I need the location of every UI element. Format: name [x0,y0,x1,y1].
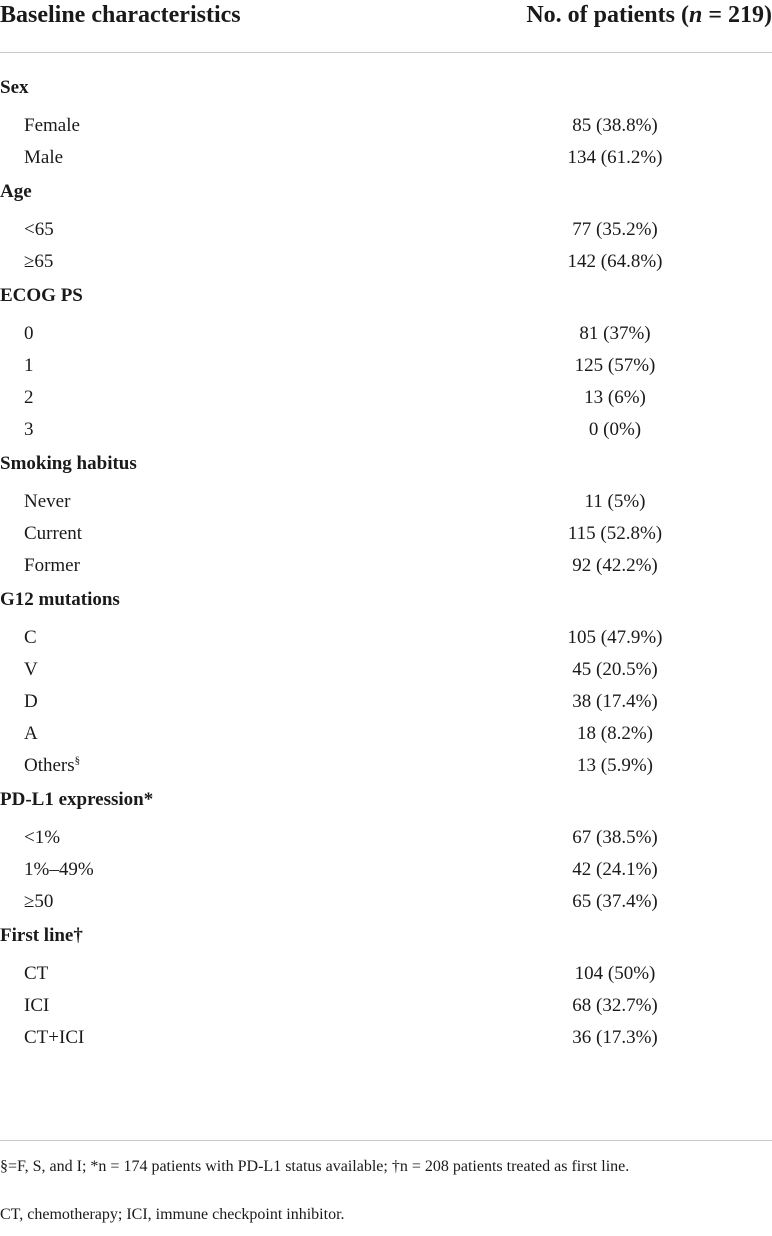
row-label-text: CT+ICI [24,1027,85,1048]
row-label [24,518,82,550]
row-value: 68 (32.7%) [572,995,658,1016]
table-row [0,718,772,750]
row-value: 38 (17.4%) [572,691,658,712]
table-bottom-rule [0,1140,772,1141]
row-value: 11 (5%) [584,491,646,512]
row-value: 0 (0%) [588,419,642,440]
row-label [24,414,34,446]
group-heading: Sex [0,77,29,98]
table-row [0,686,772,718]
row-label [24,214,54,246]
row-value: 42 (24.1%) [572,859,658,880]
row-label [24,382,34,414]
row-value: 134 (61.2%) [567,147,663,168]
row-label-text: 1%–49% [24,859,94,880]
row-value: 67 (38.5%) [572,827,658,848]
group-heading: Smoking habitus [0,453,137,474]
row-value: 36 (17.3%) [572,1027,658,1048]
table-row [0,414,772,446]
row-value: 115 (52.8%) [567,523,663,544]
row-label-footnote-mark: § [74,754,81,767]
footnote-definitions: CT, chemotherapy; ICI, immune checkpoint inhibitor. [0,1206,345,1223]
table-header [0,0,772,53]
header-characteristics: Baseline characteristics [0,2,241,28]
row-value: 13 (5.9%) [577,755,653,776]
row-label [24,718,38,750]
group-heading: First line† [0,925,83,946]
row-label-text: <1% [24,827,61,848]
row-value: 125 (57%) [574,355,656,376]
group-heading: ECOG PS [0,285,83,306]
row-label-text: 0 [24,323,34,344]
group-heading: Age [0,181,32,202]
row-label [24,110,80,142]
row-label [24,654,38,686]
table-row [0,142,772,174]
row-label-text: 3 [24,419,34,440]
row-label-text: 2 [24,387,34,408]
row-label-text: ICI [24,995,50,1016]
row-value: 104 (50%) [574,963,656,984]
row-label [24,246,53,278]
row-label-text: ≥50 [24,891,54,912]
header-patient-count [526,0,772,30]
row-label-text: ≥65 [24,251,54,272]
table-row [0,886,772,918]
row-label [24,854,94,886]
row-value: 77 (35.2%) [572,219,658,240]
row-value: 92 (42.2%) [572,555,658,576]
table-row [0,214,772,246]
row-label-text: Former [24,555,80,576]
row-label-text: Never [24,491,71,512]
table-row [0,246,772,278]
row-label [24,622,37,654]
row-label-text: Current [24,523,83,544]
table-row [0,654,772,686]
table-row [0,854,772,886]
header-count-prefix: No. of patients ( [526,2,689,28]
table-row [0,382,772,414]
row-label-text: A [24,723,38,744]
table-row [0,318,772,350]
row-value: 105 (47.9%) [567,627,663,648]
row-label [24,958,48,990]
table-row [0,110,772,142]
table-row [0,958,772,990]
row-label [24,822,60,854]
row-label [24,486,70,518]
row-label-text: CT [24,963,49,984]
row-label-text: V [24,659,38,680]
row-value: 45 (20.5%) [572,659,658,680]
row-value: 13 (6%) [584,387,646,408]
row-label [24,1022,84,1054]
table-row [0,750,772,782]
row-label-text: Male [24,147,64,168]
table-row [0,822,772,854]
row-label [24,886,53,918]
row-label [24,318,34,350]
row-label [24,350,34,382]
table-row [0,350,772,382]
table-row [0,486,772,518]
row-label-text: Female [24,115,80,136]
row-value: 85 (38.8%) [572,115,658,136]
footnote-abbreviations-notes: §=F, S, and I; *n = 174 patients with PD-L1 status available; †n = 208 patients treated as first line. [0,1158,630,1175]
row-label-text: Others [24,755,75,776]
table-body [0,70,772,1054]
row-value: 18 (8.2%) [577,723,653,744]
header-count-suffix: = 219) [702,2,772,28]
row-label-text: C [24,627,37,648]
table-row [0,622,772,654]
row-label-text: D [24,691,38,712]
row-value: 81 (37%) [579,323,651,344]
row-label-text: <65 [24,219,54,240]
group-heading: G12 mutations [0,589,120,610]
row-value: 142 (64.8%) [567,251,663,272]
table-row [0,518,772,550]
row-label [24,550,80,582]
row-label-text: 1 [24,355,34,376]
row-label [24,686,38,718]
row-label [24,990,49,1022]
header-count-n: n [688,2,703,28]
row-label [24,142,63,174]
row-label [24,750,80,782]
table-row [0,990,772,1022]
table-row [0,1022,772,1054]
group-heading: PD-L1 expression* [0,789,154,810]
row-value: 65 (37.4%) [572,891,658,912]
table-row [0,550,772,582]
